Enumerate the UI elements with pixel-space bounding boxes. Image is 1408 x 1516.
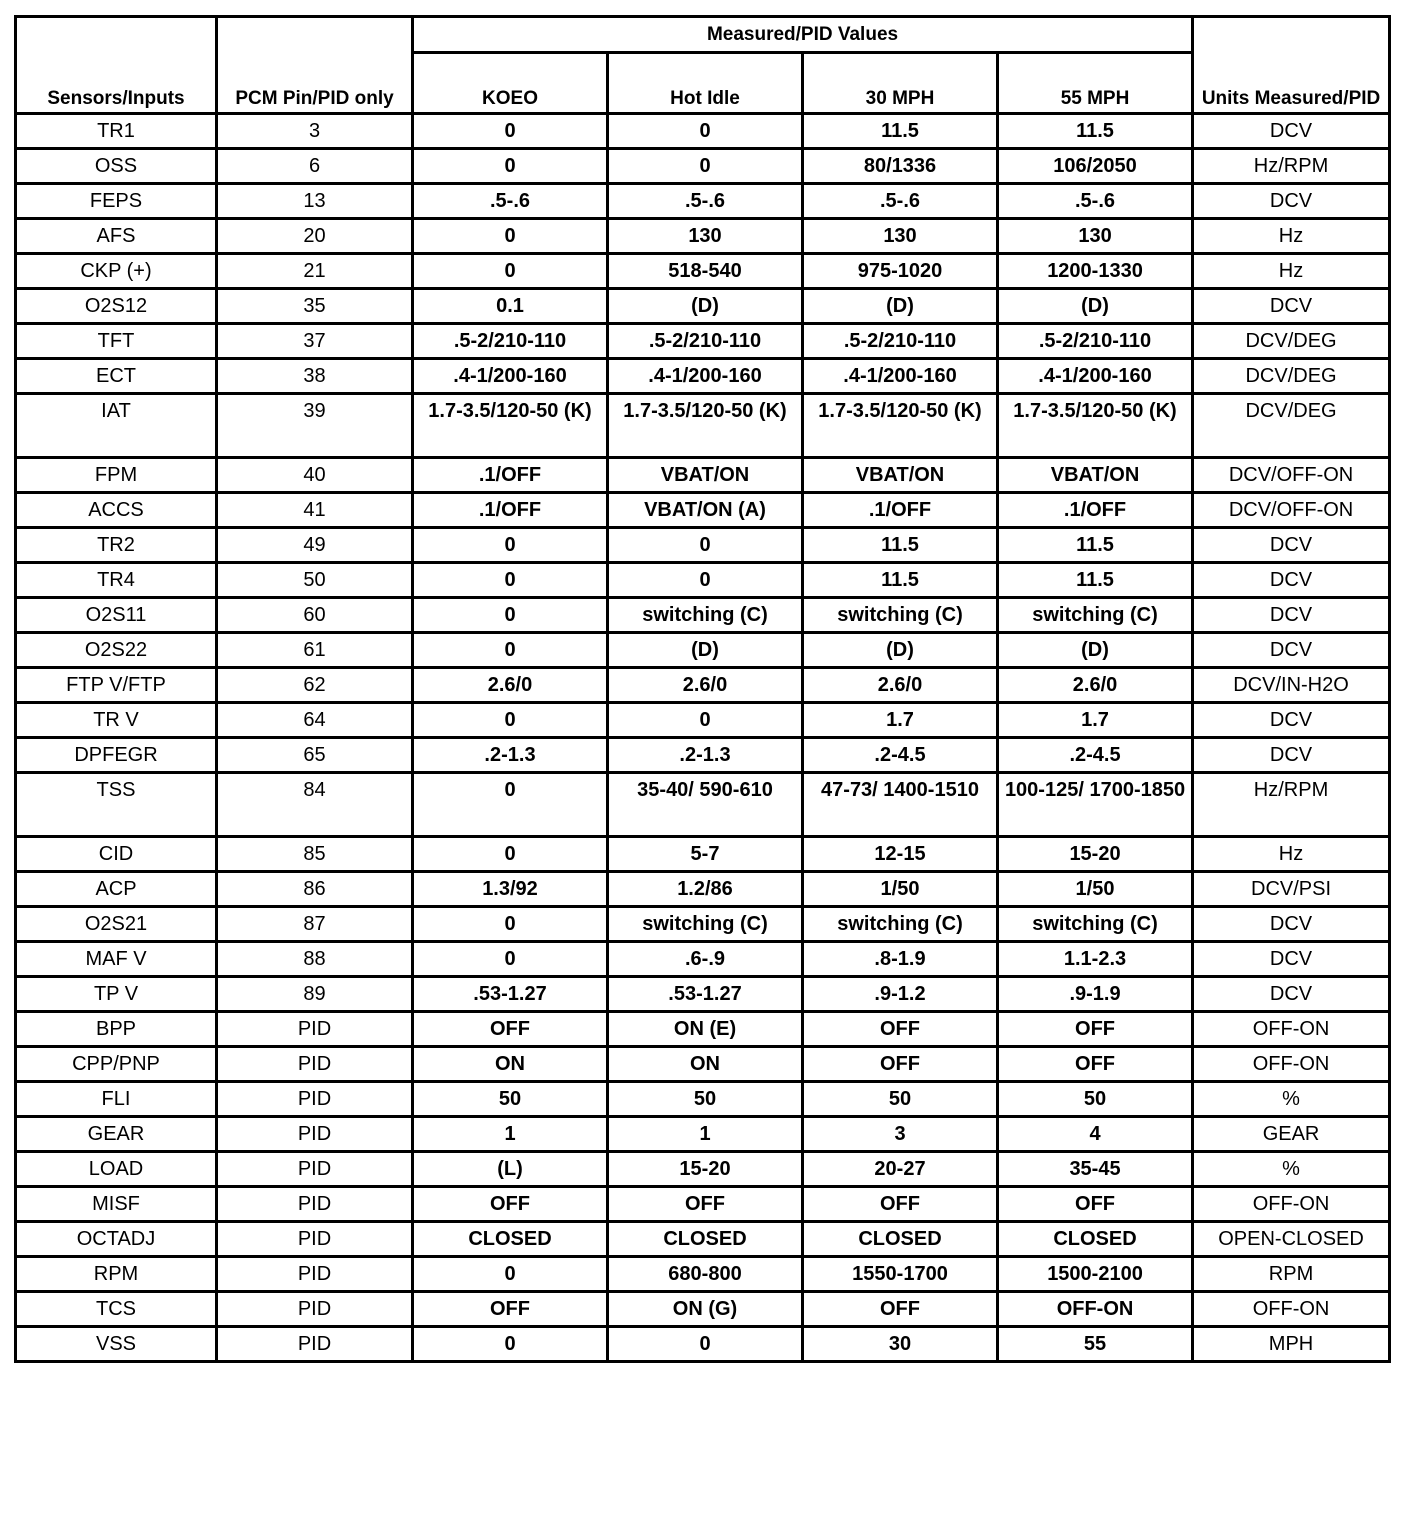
30-mph-cell: 1.7-3.5/120-50 (K) bbox=[803, 394, 998, 458]
table-row bbox=[16, 1257, 1390, 1292]
koeo-cell: 0 bbox=[413, 633, 608, 668]
55-mph-cell: 2.6/0 bbox=[998, 668, 1193, 703]
sensor-cell: ECT bbox=[16, 359, 217, 394]
table-row bbox=[16, 1222, 1390, 1257]
units-cell: Hz/RPM bbox=[1193, 149, 1390, 184]
units-cell: OFF-ON bbox=[1193, 1292, 1390, 1327]
units-cell: DCV/IN-H2O bbox=[1193, 668, 1390, 703]
pin-cell: PID bbox=[217, 1187, 413, 1222]
30-mph-cell: 30 bbox=[803, 1327, 998, 1362]
table-row bbox=[16, 598, 1390, 633]
hot-idle-cell: .4-1/200-160 bbox=[608, 359, 803, 394]
koeo-cell: 0 bbox=[413, 563, 608, 598]
pin-cell: PID bbox=[217, 1117, 413, 1152]
table-row bbox=[16, 184, 1390, 219]
hot-idle-cell: 0 bbox=[608, 149, 803, 184]
table-row bbox=[16, 219, 1390, 254]
55-mph-cell: .2-4.5 bbox=[998, 738, 1193, 773]
koeo-cell: 0 bbox=[413, 907, 608, 942]
hot-idle-cell: 50 bbox=[608, 1082, 803, 1117]
koeo-cell: 0 bbox=[413, 254, 608, 289]
30-mph-cell: .1/OFF bbox=[803, 493, 998, 528]
sensor-cell: GEAR bbox=[16, 1117, 217, 1152]
pin-cell: PID bbox=[217, 1082, 413, 1117]
55-mph-cell: 1.7 bbox=[998, 703, 1193, 738]
koeo-cell: 0 bbox=[413, 1327, 608, 1362]
table-row bbox=[16, 394, 1390, 458]
koeo-cell: (L) bbox=[413, 1152, 608, 1187]
table-row bbox=[16, 359, 1390, 394]
pin-cell: 35 bbox=[217, 289, 413, 324]
pid-values-table bbox=[14, 15, 1391, 1363]
table-row bbox=[16, 1117, 1390, 1152]
55-mph-cell: (D) bbox=[998, 633, 1193, 668]
55-mph-cell: OFF bbox=[998, 1187, 1193, 1222]
sensor-cell: RPM bbox=[16, 1257, 217, 1292]
hot-idle-cell: switching (C) bbox=[608, 907, 803, 942]
header-koeo: KOEO bbox=[413, 53, 608, 114]
sensor-cell: OSS bbox=[16, 149, 217, 184]
pin-cell: 65 bbox=[217, 738, 413, 773]
pin-cell: 62 bbox=[217, 668, 413, 703]
table-row bbox=[16, 1187, 1390, 1222]
55-mph-cell: (D) bbox=[998, 289, 1193, 324]
30-mph-cell: switching (C) bbox=[803, 907, 998, 942]
55-mph-cell: 1500-2100 bbox=[998, 1257, 1193, 1292]
pin-cell: PID bbox=[217, 1047, 413, 1082]
header-hot-idle: Hot Idle bbox=[608, 53, 803, 114]
30-mph-cell: 975-1020 bbox=[803, 254, 998, 289]
sensor-cell: TP V bbox=[16, 977, 217, 1012]
table-row bbox=[16, 254, 1390, 289]
table-row bbox=[16, 1047, 1390, 1082]
table-row bbox=[16, 149, 1390, 184]
koeo-cell: 0 bbox=[413, 837, 608, 872]
koeo-cell: OFF bbox=[413, 1292, 608, 1327]
30-mph-cell: .5-2/210-110 bbox=[803, 324, 998, 359]
koeo-cell: 0 bbox=[413, 773, 608, 837]
hot-idle-cell: 35-40/ 590-610 bbox=[608, 773, 803, 837]
units-cell: OFF-ON bbox=[1193, 1012, 1390, 1047]
30-mph-cell: OFF bbox=[803, 1292, 998, 1327]
table-row bbox=[16, 907, 1390, 942]
hot-idle-cell: ON bbox=[608, 1047, 803, 1082]
hot-idle-cell: (D) bbox=[608, 633, 803, 668]
hot-idle-cell: VBAT/ON (A) bbox=[608, 493, 803, 528]
pin-cell: 21 bbox=[217, 254, 413, 289]
30-mph-cell: .8-1.9 bbox=[803, 942, 998, 977]
koeo-cell: .2-1.3 bbox=[413, 738, 608, 773]
55-mph-cell: 35-45 bbox=[998, 1152, 1193, 1187]
units-cell: DCV bbox=[1193, 563, 1390, 598]
55-mph-cell: 1.1-2.3 bbox=[998, 942, 1193, 977]
pin-cell: PID bbox=[217, 1152, 413, 1187]
55-mph-cell: 4 bbox=[998, 1117, 1193, 1152]
pin-cell: 64 bbox=[217, 703, 413, 738]
55-mph-cell: 100-125/ 1700-1850 bbox=[998, 773, 1193, 837]
units-cell: OPEN-CLOSED bbox=[1193, 1222, 1390, 1257]
30-mph-cell: OFF bbox=[803, 1187, 998, 1222]
units-cell: OFF-ON bbox=[1193, 1187, 1390, 1222]
table-row bbox=[16, 977, 1390, 1012]
hot-idle-cell: (D) bbox=[608, 289, 803, 324]
30-mph-cell: .4-1/200-160 bbox=[803, 359, 998, 394]
table-row bbox=[16, 872, 1390, 907]
koeo-cell: OFF bbox=[413, 1012, 608, 1047]
55-mph-cell: VBAT/ON bbox=[998, 458, 1193, 493]
pin-cell: 3 bbox=[217, 114, 413, 149]
koeo-cell: .5-2/210-110 bbox=[413, 324, 608, 359]
units-cell: GEAR bbox=[1193, 1117, 1390, 1152]
hot-idle-cell: 0 bbox=[608, 563, 803, 598]
55-mph-cell: 1/50 bbox=[998, 872, 1193, 907]
koeo-cell: 1.3/92 bbox=[413, 872, 608, 907]
table-row bbox=[16, 633, 1390, 668]
pin-cell: 50 bbox=[217, 563, 413, 598]
table-row bbox=[16, 837, 1390, 872]
55-mph-cell: 55 bbox=[998, 1327, 1193, 1362]
table-row bbox=[16, 528, 1390, 563]
units-cell: DCV/DEG bbox=[1193, 324, 1390, 359]
hot-idle-cell: .5-2/210-110 bbox=[608, 324, 803, 359]
sensor-cell: MISF bbox=[16, 1187, 217, 1222]
30-mph-cell: 50 bbox=[803, 1082, 998, 1117]
55-mph-cell: 15-20 bbox=[998, 837, 1193, 872]
koeo-cell: 0.1 bbox=[413, 289, 608, 324]
table-row bbox=[16, 289, 1390, 324]
units-cell: DCV bbox=[1193, 907, 1390, 942]
sensor-cell: TR1 bbox=[16, 114, 217, 149]
table-row bbox=[16, 1327, 1390, 1362]
sensor-cell: ACP bbox=[16, 872, 217, 907]
hot-idle-cell: 130 bbox=[608, 219, 803, 254]
header-sensors: Sensors/Inputs bbox=[16, 17, 217, 114]
30-mph-cell: OFF bbox=[803, 1012, 998, 1047]
hot-idle-cell: 0 bbox=[608, 528, 803, 563]
pin-cell: 49 bbox=[217, 528, 413, 563]
units-cell: DCV bbox=[1193, 528, 1390, 563]
pin-cell: 6 bbox=[217, 149, 413, 184]
koeo-cell: 1 bbox=[413, 1117, 608, 1152]
koeo-cell: ON bbox=[413, 1047, 608, 1082]
table-row bbox=[16, 942, 1390, 977]
pin-cell: PID bbox=[217, 1327, 413, 1362]
55-mph-cell: switching (C) bbox=[998, 907, 1193, 942]
units-cell: DCV bbox=[1193, 598, 1390, 633]
sensor-cell: CKP (+) bbox=[16, 254, 217, 289]
pin-cell: 85 bbox=[217, 837, 413, 872]
table-header bbox=[16, 17, 1390, 114]
koeo-cell: CLOSED bbox=[413, 1222, 608, 1257]
55-mph-cell: .5-.6 bbox=[998, 184, 1193, 219]
30-mph-cell: 1.7 bbox=[803, 703, 998, 738]
pin-cell: 41 bbox=[217, 493, 413, 528]
units-cell: DCV/PSI bbox=[1193, 872, 1390, 907]
hot-idle-cell: .5-.6 bbox=[608, 184, 803, 219]
table-row bbox=[16, 458, 1390, 493]
sensor-cell: O2S21 bbox=[16, 907, 217, 942]
koeo-cell: .4-1/200-160 bbox=[413, 359, 608, 394]
55-mph-cell: OFF bbox=[998, 1012, 1193, 1047]
units-cell: OFF-ON bbox=[1193, 1047, 1390, 1082]
pin-cell: PID bbox=[217, 1257, 413, 1292]
pin-cell: 38 bbox=[217, 359, 413, 394]
sensor-cell: O2S22 bbox=[16, 633, 217, 668]
table-row bbox=[16, 563, 1390, 598]
55-mph-cell: .5-2/210-110 bbox=[998, 324, 1193, 359]
units-cell: DCV bbox=[1193, 114, 1390, 149]
sensor-cell: DPFEGR bbox=[16, 738, 217, 773]
units-cell: Hz/RPM bbox=[1193, 773, 1390, 837]
units-cell: DCV/DEG bbox=[1193, 359, 1390, 394]
hot-idle-cell: ON (G) bbox=[608, 1292, 803, 1327]
55-mph-cell: OFF-ON bbox=[998, 1292, 1193, 1327]
pin-cell: 13 bbox=[217, 184, 413, 219]
table-row bbox=[16, 493, 1390, 528]
55-mph-cell: CLOSED bbox=[998, 1222, 1193, 1257]
sensor-cell: TCS bbox=[16, 1292, 217, 1327]
table-row bbox=[16, 114, 1390, 149]
units-cell: % bbox=[1193, 1082, 1390, 1117]
header-55-mph: 55 MPH bbox=[998, 53, 1193, 114]
koeo-cell: 2.6/0 bbox=[413, 668, 608, 703]
units-cell: DCV bbox=[1193, 184, 1390, 219]
sensor-cell: CPP/PNP bbox=[16, 1047, 217, 1082]
koeo-cell: 0 bbox=[413, 942, 608, 977]
30-mph-cell: (D) bbox=[803, 289, 998, 324]
hot-idle-cell: .53-1.27 bbox=[608, 977, 803, 1012]
30-mph-cell: OFF bbox=[803, 1047, 998, 1082]
30-mph-cell: 11.5 bbox=[803, 528, 998, 563]
koeo-cell: .5-.6 bbox=[413, 184, 608, 219]
sensor-cell: BPP bbox=[16, 1012, 217, 1047]
30-mph-cell: 1/50 bbox=[803, 872, 998, 907]
sensor-cell: O2S12 bbox=[16, 289, 217, 324]
units-cell: DCV/OFF-ON bbox=[1193, 458, 1390, 493]
hot-idle-cell: 1.2/86 bbox=[608, 872, 803, 907]
sensor-cell: TR V bbox=[16, 703, 217, 738]
koeo-cell: 1.7-3.5/120-50 (K) bbox=[413, 394, 608, 458]
sensor-cell: FEPS bbox=[16, 184, 217, 219]
hot-idle-cell: 0 bbox=[608, 1327, 803, 1362]
units-cell: Hz bbox=[1193, 254, 1390, 289]
55-mph-cell: 11.5 bbox=[998, 528, 1193, 563]
hot-idle-cell: .2-1.3 bbox=[608, 738, 803, 773]
30-mph-cell: (D) bbox=[803, 633, 998, 668]
units-cell: DCV bbox=[1193, 289, 1390, 324]
koeo-cell: 0 bbox=[413, 703, 608, 738]
header-30-mph: 30 MPH bbox=[803, 53, 998, 114]
pin-cell: 86 bbox=[217, 872, 413, 907]
30-mph-cell: .9-1.2 bbox=[803, 977, 998, 1012]
hot-idle-cell: 1 bbox=[608, 1117, 803, 1152]
sensor-cell: CID bbox=[16, 837, 217, 872]
hot-idle-cell: VBAT/ON bbox=[608, 458, 803, 493]
table-row bbox=[16, 703, 1390, 738]
30-mph-cell: 12-15 bbox=[803, 837, 998, 872]
pin-cell: PID bbox=[217, 1292, 413, 1327]
55-mph-cell: .4-1/200-160 bbox=[998, 359, 1193, 394]
sensor-cell: FTP V/FTP bbox=[16, 668, 217, 703]
koeo-cell: .1/OFF bbox=[413, 458, 608, 493]
pin-cell: 60 bbox=[217, 598, 413, 633]
hot-idle-cell: 1.7-3.5/120-50 (K) bbox=[608, 394, 803, 458]
55-mph-cell: 11.5 bbox=[998, 114, 1193, 149]
units-cell: DCV bbox=[1193, 977, 1390, 1012]
hot-idle-cell: CLOSED bbox=[608, 1222, 803, 1257]
koeo-cell: 50 bbox=[413, 1082, 608, 1117]
sensor-cell: TSS bbox=[16, 773, 217, 837]
pin-cell: 88 bbox=[217, 942, 413, 977]
hot-idle-cell: OFF bbox=[608, 1187, 803, 1222]
pin-cell: 39 bbox=[217, 394, 413, 458]
header-units: Units Measured/PID bbox=[1193, 17, 1390, 114]
sensor-cell: LOAD bbox=[16, 1152, 217, 1187]
units-cell: DCV/OFF-ON bbox=[1193, 493, 1390, 528]
table-row bbox=[16, 738, 1390, 773]
hot-idle-cell: 2.6/0 bbox=[608, 668, 803, 703]
hot-idle-cell: switching (C) bbox=[608, 598, 803, 633]
units-cell: DCV/DEG bbox=[1193, 394, 1390, 458]
header-pin: PCM Pin/PID only bbox=[217, 17, 413, 114]
pin-cell: 40 bbox=[217, 458, 413, 493]
sensor-cell: AFS bbox=[16, 219, 217, 254]
sensor-cell: TR4 bbox=[16, 563, 217, 598]
units-cell: DCV bbox=[1193, 738, 1390, 773]
pin-cell: PID bbox=[217, 1012, 413, 1047]
55-mph-cell: switching (C) bbox=[998, 598, 1193, 633]
pin-cell: 20 bbox=[217, 219, 413, 254]
30-mph-cell: .5-.6 bbox=[803, 184, 998, 219]
koeo-cell: 0 bbox=[413, 114, 608, 149]
sensor-cell: MAF V bbox=[16, 942, 217, 977]
header-measured-values: Measured/PID Values bbox=[413, 17, 1193, 53]
units-cell: Hz bbox=[1193, 837, 1390, 872]
55-mph-cell: 11.5 bbox=[998, 563, 1193, 598]
units-cell: DCV bbox=[1193, 942, 1390, 977]
30-mph-cell: 3 bbox=[803, 1117, 998, 1152]
sensor-cell: TR2 bbox=[16, 528, 217, 563]
30-mph-cell: 11.5 bbox=[803, 563, 998, 598]
sensor-cell: ACCS bbox=[16, 493, 217, 528]
table-row bbox=[16, 668, 1390, 703]
30-mph-cell: switching (C) bbox=[803, 598, 998, 633]
koeo-cell: .53-1.27 bbox=[413, 977, 608, 1012]
table-row bbox=[16, 1152, 1390, 1187]
hot-idle-cell: 15-20 bbox=[608, 1152, 803, 1187]
table-body bbox=[16, 114, 1390, 1362]
units-cell: DCV bbox=[1193, 633, 1390, 668]
30-mph-cell: VBAT/ON bbox=[803, 458, 998, 493]
hot-idle-cell: 680-800 bbox=[608, 1257, 803, 1292]
55-mph-cell: 1200-1330 bbox=[998, 254, 1193, 289]
koeo-cell: 0 bbox=[413, 149, 608, 184]
sensor-cell: O2S11 bbox=[16, 598, 217, 633]
sensor-cell: IAT bbox=[16, 394, 217, 458]
koeo-cell: .1/OFF bbox=[413, 493, 608, 528]
pin-cell: 89 bbox=[217, 977, 413, 1012]
55-mph-cell: 50 bbox=[998, 1082, 1193, 1117]
pin-cell: 37 bbox=[217, 324, 413, 359]
koeo-cell: OFF bbox=[413, 1187, 608, 1222]
30-mph-cell: .2-4.5 bbox=[803, 738, 998, 773]
30-mph-cell: 47-73/ 1400-1510 bbox=[803, 773, 998, 837]
30-mph-cell: 11.5 bbox=[803, 114, 998, 149]
koeo-cell: 0 bbox=[413, 598, 608, 633]
sensor-cell: OCTADJ bbox=[16, 1222, 217, 1257]
hot-idle-cell: 518-540 bbox=[608, 254, 803, 289]
hot-idle-cell: ON (E) bbox=[608, 1012, 803, 1047]
pin-cell: 84 bbox=[217, 773, 413, 837]
55-mph-cell: .1/OFF bbox=[998, 493, 1193, 528]
table-row bbox=[16, 1082, 1390, 1117]
sensor-cell: TFT bbox=[16, 324, 217, 359]
55-mph-cell: .9-1.9 bbox=[998, 977, 1193, 1012]
55-mph-cell: OFF bbox=[998, 1047, 1193, 1082]
30-mph-cell: 130 bbox=[803, 219, 998, 254]
hot-idle-cell: .6-.9 bbox=[608, 942, 803, 977]
30-mph-cell: 80/1336 bbox=[803, 149, 998, 184]
30-mph-cell: CLOSED bbox=[803, 1222, 998, 1257]
sensor-cell: VSS bbox=[16, 1327, 217, 1362]
units-cell: DCV bbox=[1193, 703, 1390, 738]
table-row bbox=[16, 1012, 1390, 1047]
koeo-cell: 0 bbox=[413, 528, 608, 563]
sensor-cell: FLI bbox=[16, 1082, 217, 1117]
55-mph-cell: 130 bbox=[998, 219, 1193, 254]
30-mph-cell: 1550-1700 bbox=[803, 1257, 998, 1292]
55-mph-cell: 1.7-3.5/120-50 (K) bbox=[998, 394, 1193, 458]
table-row bbox=[16, 1292, 1390, 1327]
table-row bbox=[16, 773, 1390, 837]
units-cell: % bbox=[1193, 1152, 1390, 1187]
30-mph-cell: 20-27 bbox=[803, 1152, 998, 1187]
55-mph-cell: 106/2050 bbox=[998, 149, 1193, 184]
hot-idle-cell: 5-7 bbox=[608, 837, 803, 872]
table-row bbox=[16, 324, 1390, 359]
pin-cell: PID bbox=[217, 1222, 413, 1257]
hot-idle-cell: 0 bbox=[608, 114, 803, 149]
sensor-cell: FPM bbox=[16, 458, 217, 493]
koeo-cell: 0 bbox=[413, 219, 608, 254]
hot-idle-cell: 0 bbox=[608, 703, 803, 738]
units-cell: Hz bbox=[1193, 219, 1390, 254]
koeo-cell: 0 bbox=[413, 1257, 608, 1292]
30-mph-cell: 2.6/0 bbox=[803, 668, 998, 703]
units-cell: RPM bbox=[1193, 1257, 1390, 1292]
pin-cell: 61 bbox=[217, 633, 413, 668]
pin-cell: 87 bbox=[217, 907, 413, 942]
units-cell: MPH bbox=[1193, 1327, 1390, 1362]
